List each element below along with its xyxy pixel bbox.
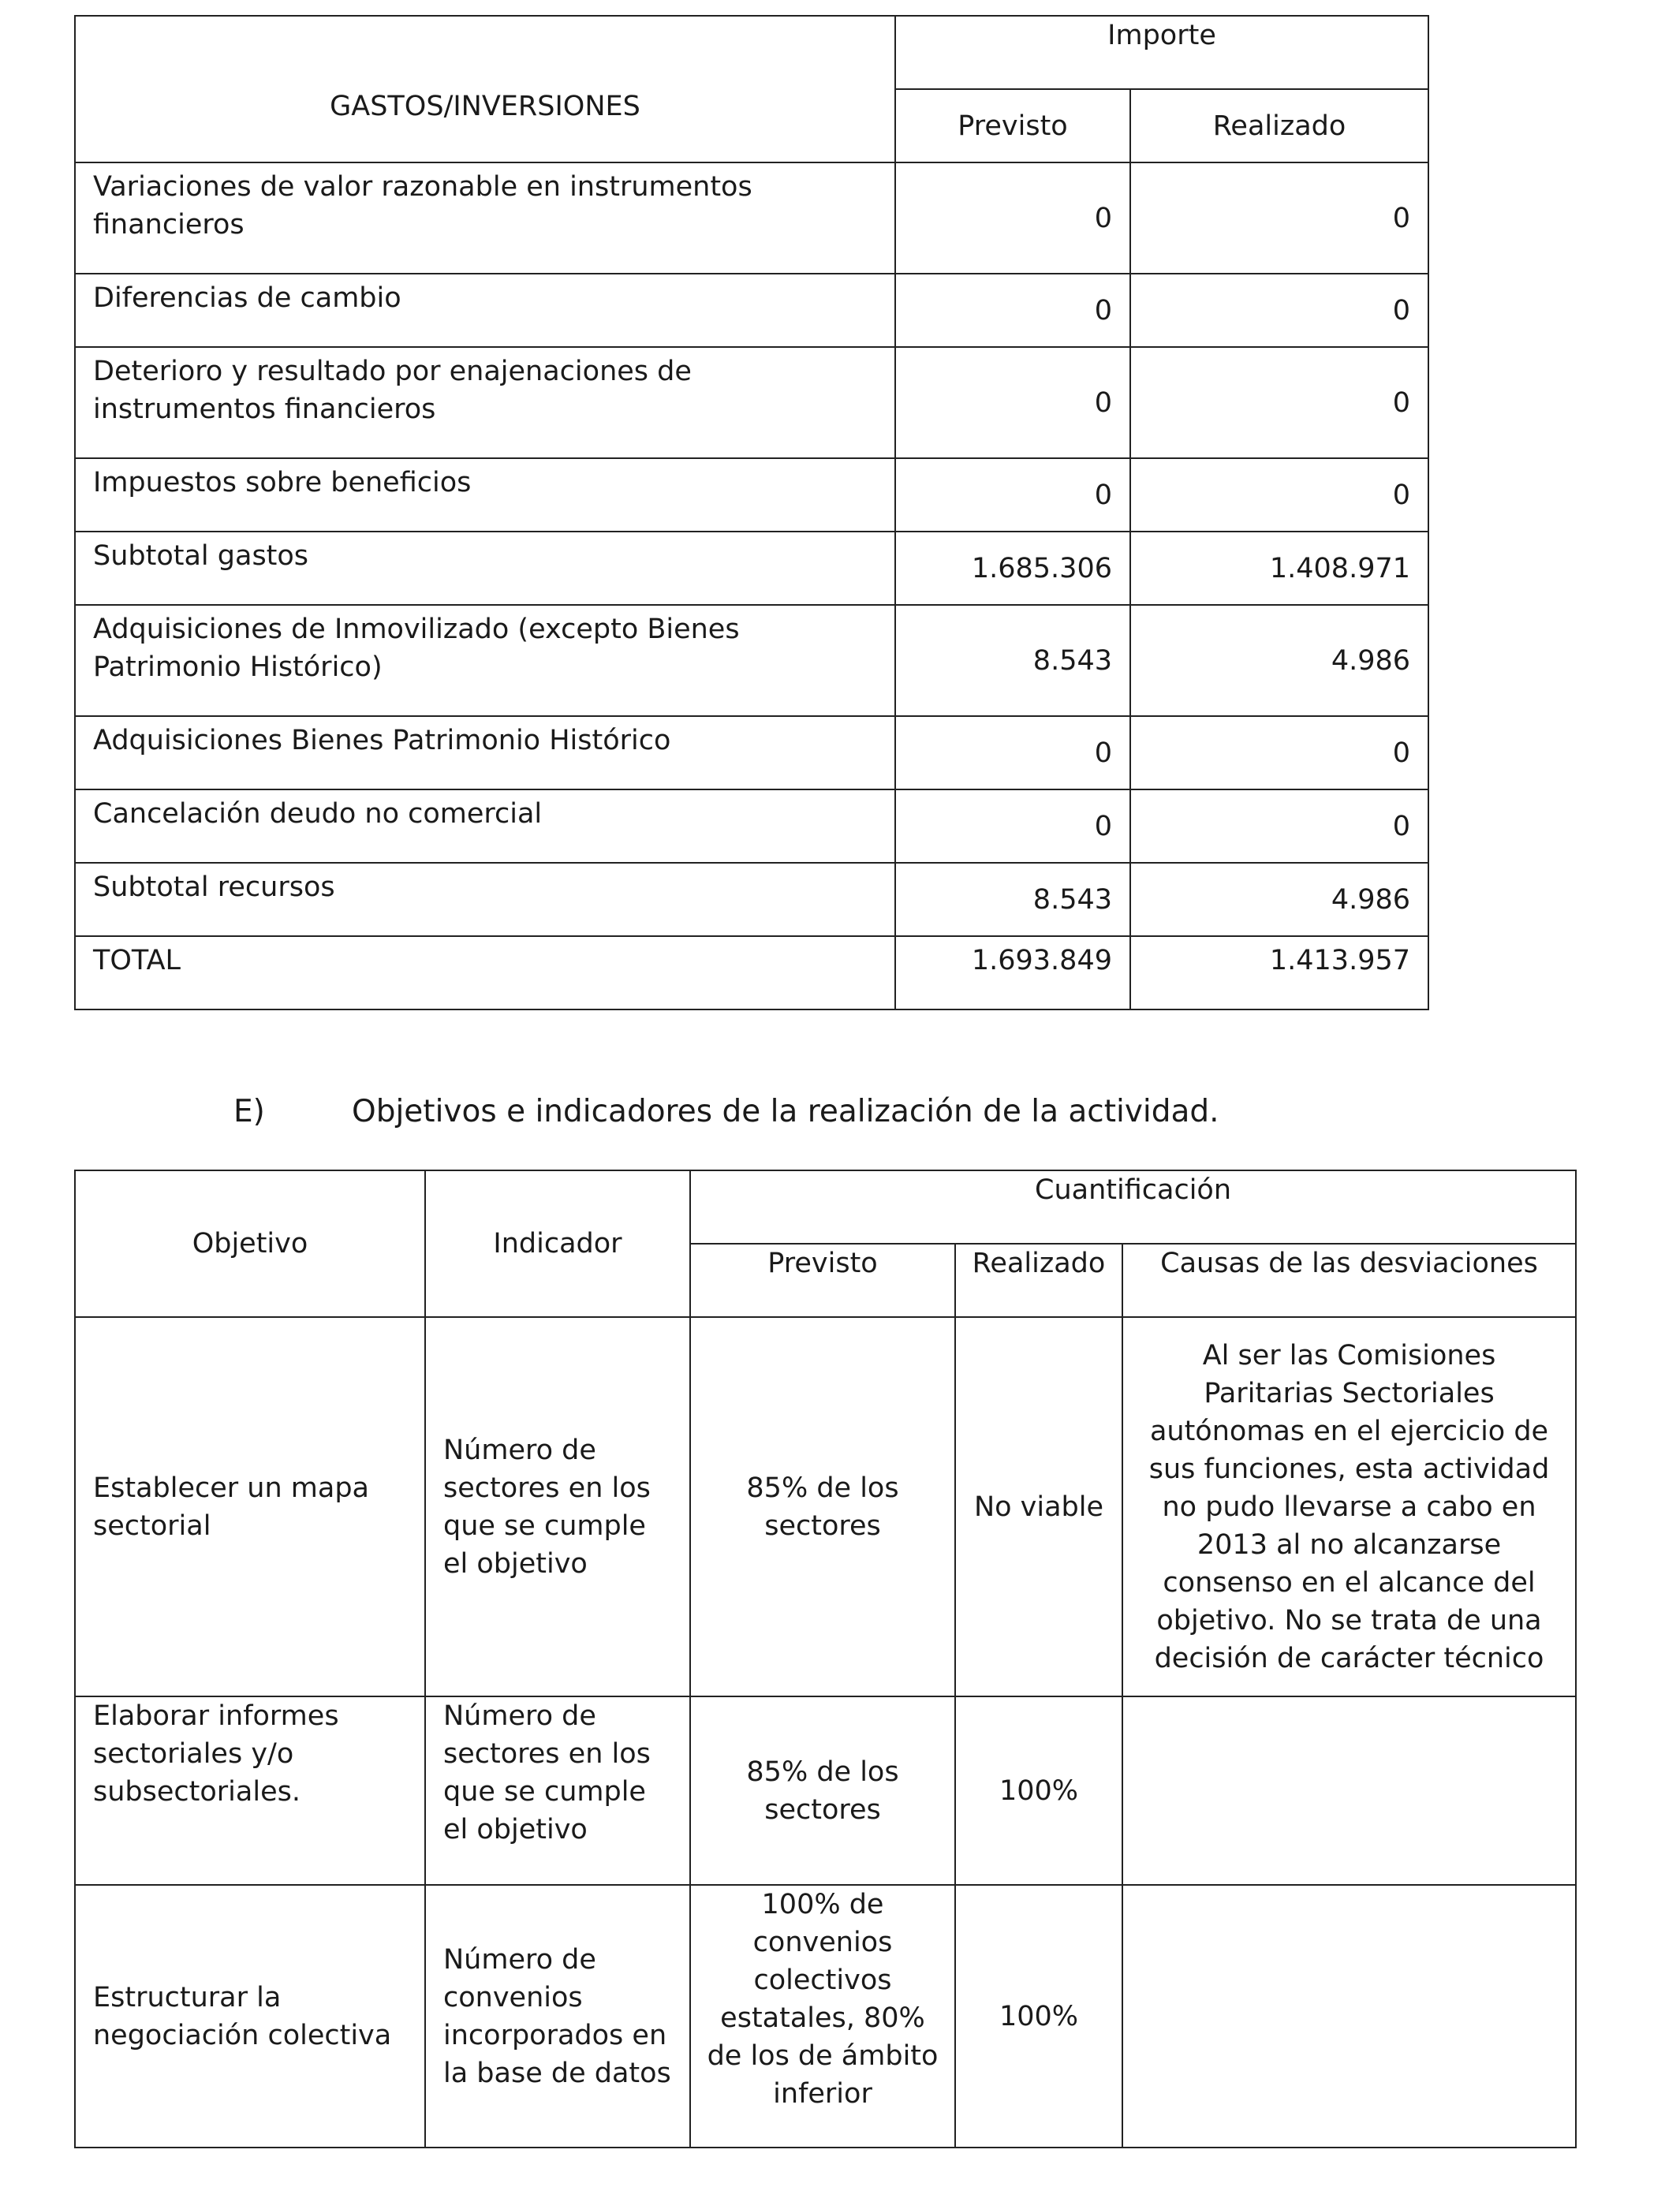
row-realizado: No viable xyxy=(955,1317,1122,1696)
row-causas xyxy=(1122,1885,1576,2148)
row-previsto: 0 xyxy=(895,458,1130,532)
row-label: Subtotal gastos xyxy=(75,532,895,605)
row-previsto: 0 xyxy=(895,716,1130,789)
table-row xyxy=(75,532,1428,605)
row-indicador: Número de convenios incorporados en la base de datos xyxy=(425,1885,690,2148)
row-objetivo: Estructurar la negociación colectiva xyxy=(75,1885,425,2148)
table-row xyxy=(75,716,1428,789)
table-row xyxy=(75,458,1428,532)
row-realizado: 4.986 xyxy=(1130,605,1428,716)
header-objetivo: Objetivo xyxy=(75,1170,425,1317)
row-realizado: 0 xyxy=(1130,458,1428,532)
row-realizado: 0 xyxy=(1130,789,1428,863)
row-previsto: 85% de los sectores xyxy=(690,1317,955,1696)
table-row xyxy=(75,1885,1576,2148)
row-previsto: 8.543 xyxy=(895,863,1130,936)
row-indicador: Número de sectores en los que se cumple el objetivo xyxy=(425,1317,690,1696)
table-row xyxy=(75,605,1428,716)
row-previsto: 1.685.306 xyxy=(895,532,1130,605)
row-realizado: 100% xyxy=(955,1885,1122,2148)
section-title: Objetivos e indicadores de la realización de la actividad. xyxy=(352,1094,1219,1129)
row-realizado: 0 xyxy=(1130,716,1428,789)
section-letter: E) xyxy=(233,1094,265,1129)
row-label: Adquisiciones Bienes Patrimonio Histórico xyxy=(75,716,895,789)
row-causas xyxy=(1122,1696,1576,1885)
table-row xyxy=(75,162,1428,274)
header-cuantificacion: Cuantificación xyxy=(690,1170,1576,1244)
table-row xyxy=(75,347,1428,458)
row-indicador: Número de sectores en los que se cumple el objetivo xyxy=(425,1696,690,1885)
row-previsto: 100% de convenios colectivos estatales, 80% de los de ámbito inferior xyxy=(690,1885,955,2148)
header-realizado: Realizado xyxy=(1130,89,1428,162)
row-label: Variaciones de valor razonable en instrumentos financieros xyxy=(75,162,895,274)
objetivos-indicadores-table xyxy=(74,1170,1577,2148)
row-realizado: 0 xyxy=(1130,274,1428,347)
row-previsto: 0 xyxy=(895,789,1130,863)
header-importe: Importe xyxy=(895,16,1428,89)
row-previsto: 0 xyxy=(895,274,1130,347)
header-previsto: Previsto xyxy=(895,89,1130,162)
table-row xyxy=(75,863,1428,936)
row-realizado: 0 xyxy=(1130,162,1428,274)
row-label: Diferencias de cambio xyxy=(75,274,895,347)
header-previsto: Previsto xyxy=(690,1244,955,1317)
row-previsto: 85% de los sectores xyxy=(690,1696,955,1885)
header-causas: Causas de las desviaciones xyxy=(1122,1244,1576,1317)
row-realizado: 100% xyxy=(955,1696,1122,1885)
row-realizado: 4.986 xyxy=(1130,863,1428,936)
row-label: Impuestos sobre beneficios xyxy=(75,458,895,532)
row-previsto: 1.693.849 xyxy=(895,936,1130,1009)
row-label: Cancelación deudo no comercial xyxy=(75,789,895,863)
row-label: Adquisiciones de Inmovilizado (excepto Bienes Patrimonio Histórico) xyxy=(75,605,895,716)
row-realizado: 1.413.957 xyxy=(1130,936,1428,1009)
row-previsto: 8.543 xyxy=(895,605,1130,716)
table-row xyxy=(75,1317,1576,1696)
row-realizado: 1.408.971 xyxy=(1130,532,1428,605)
row-previsto: 0 xyxy=(895,347,1130,458)
row-previsto: 0 xyxy=(895,162,1130,274)
table-row xyxy=(75,274,1428,347)
row-label: Subtotal recursos xyxy=(75,863,895,936)
header-gastos-inversiones: GASTOS/INVERSIONES xyxy=(75,16,895,162)
table-row xyxy=(75,1696,1576,1885)
row-label: TOTAL xyxy=(75,936,895,1009)
row-realizado: 0 xyxy=(1130,347,1428,458)
row-objetivo: Elaborar informes sectoriales y/o subsectoriales. xyxy=(75,1696,425,1885)
table-row xyxy=(75,936,1428,1009)
header-realizado: Realizado xyxy=(955,1244,1122,1317)
table-row xyxy=(75,789,1428,863)
gastos-inversiones-table xyxy=(74,15,1429,1010)
row-objetivo: Establecer un mapa sectorial xyxy=(75,1317,425,1696)
row-label: Deterioro y resultado por enajenaciones de instrumentos financieros xyxy=(75,347,895,458)
header-indicador: Indicador xyxy=(425,1170,690,1317)
row-causas: Al ser las Comisiones Paritarias Sectoriales autónomas en el ejercicio de sus funciones, esta actividad no pudo llevarse a cabo en 2013 al no alcanzarse consenso en el alcance del objetivo. No se trata de una decisión de carácter técnico xyxy=(1122,1317,1576,1696)
